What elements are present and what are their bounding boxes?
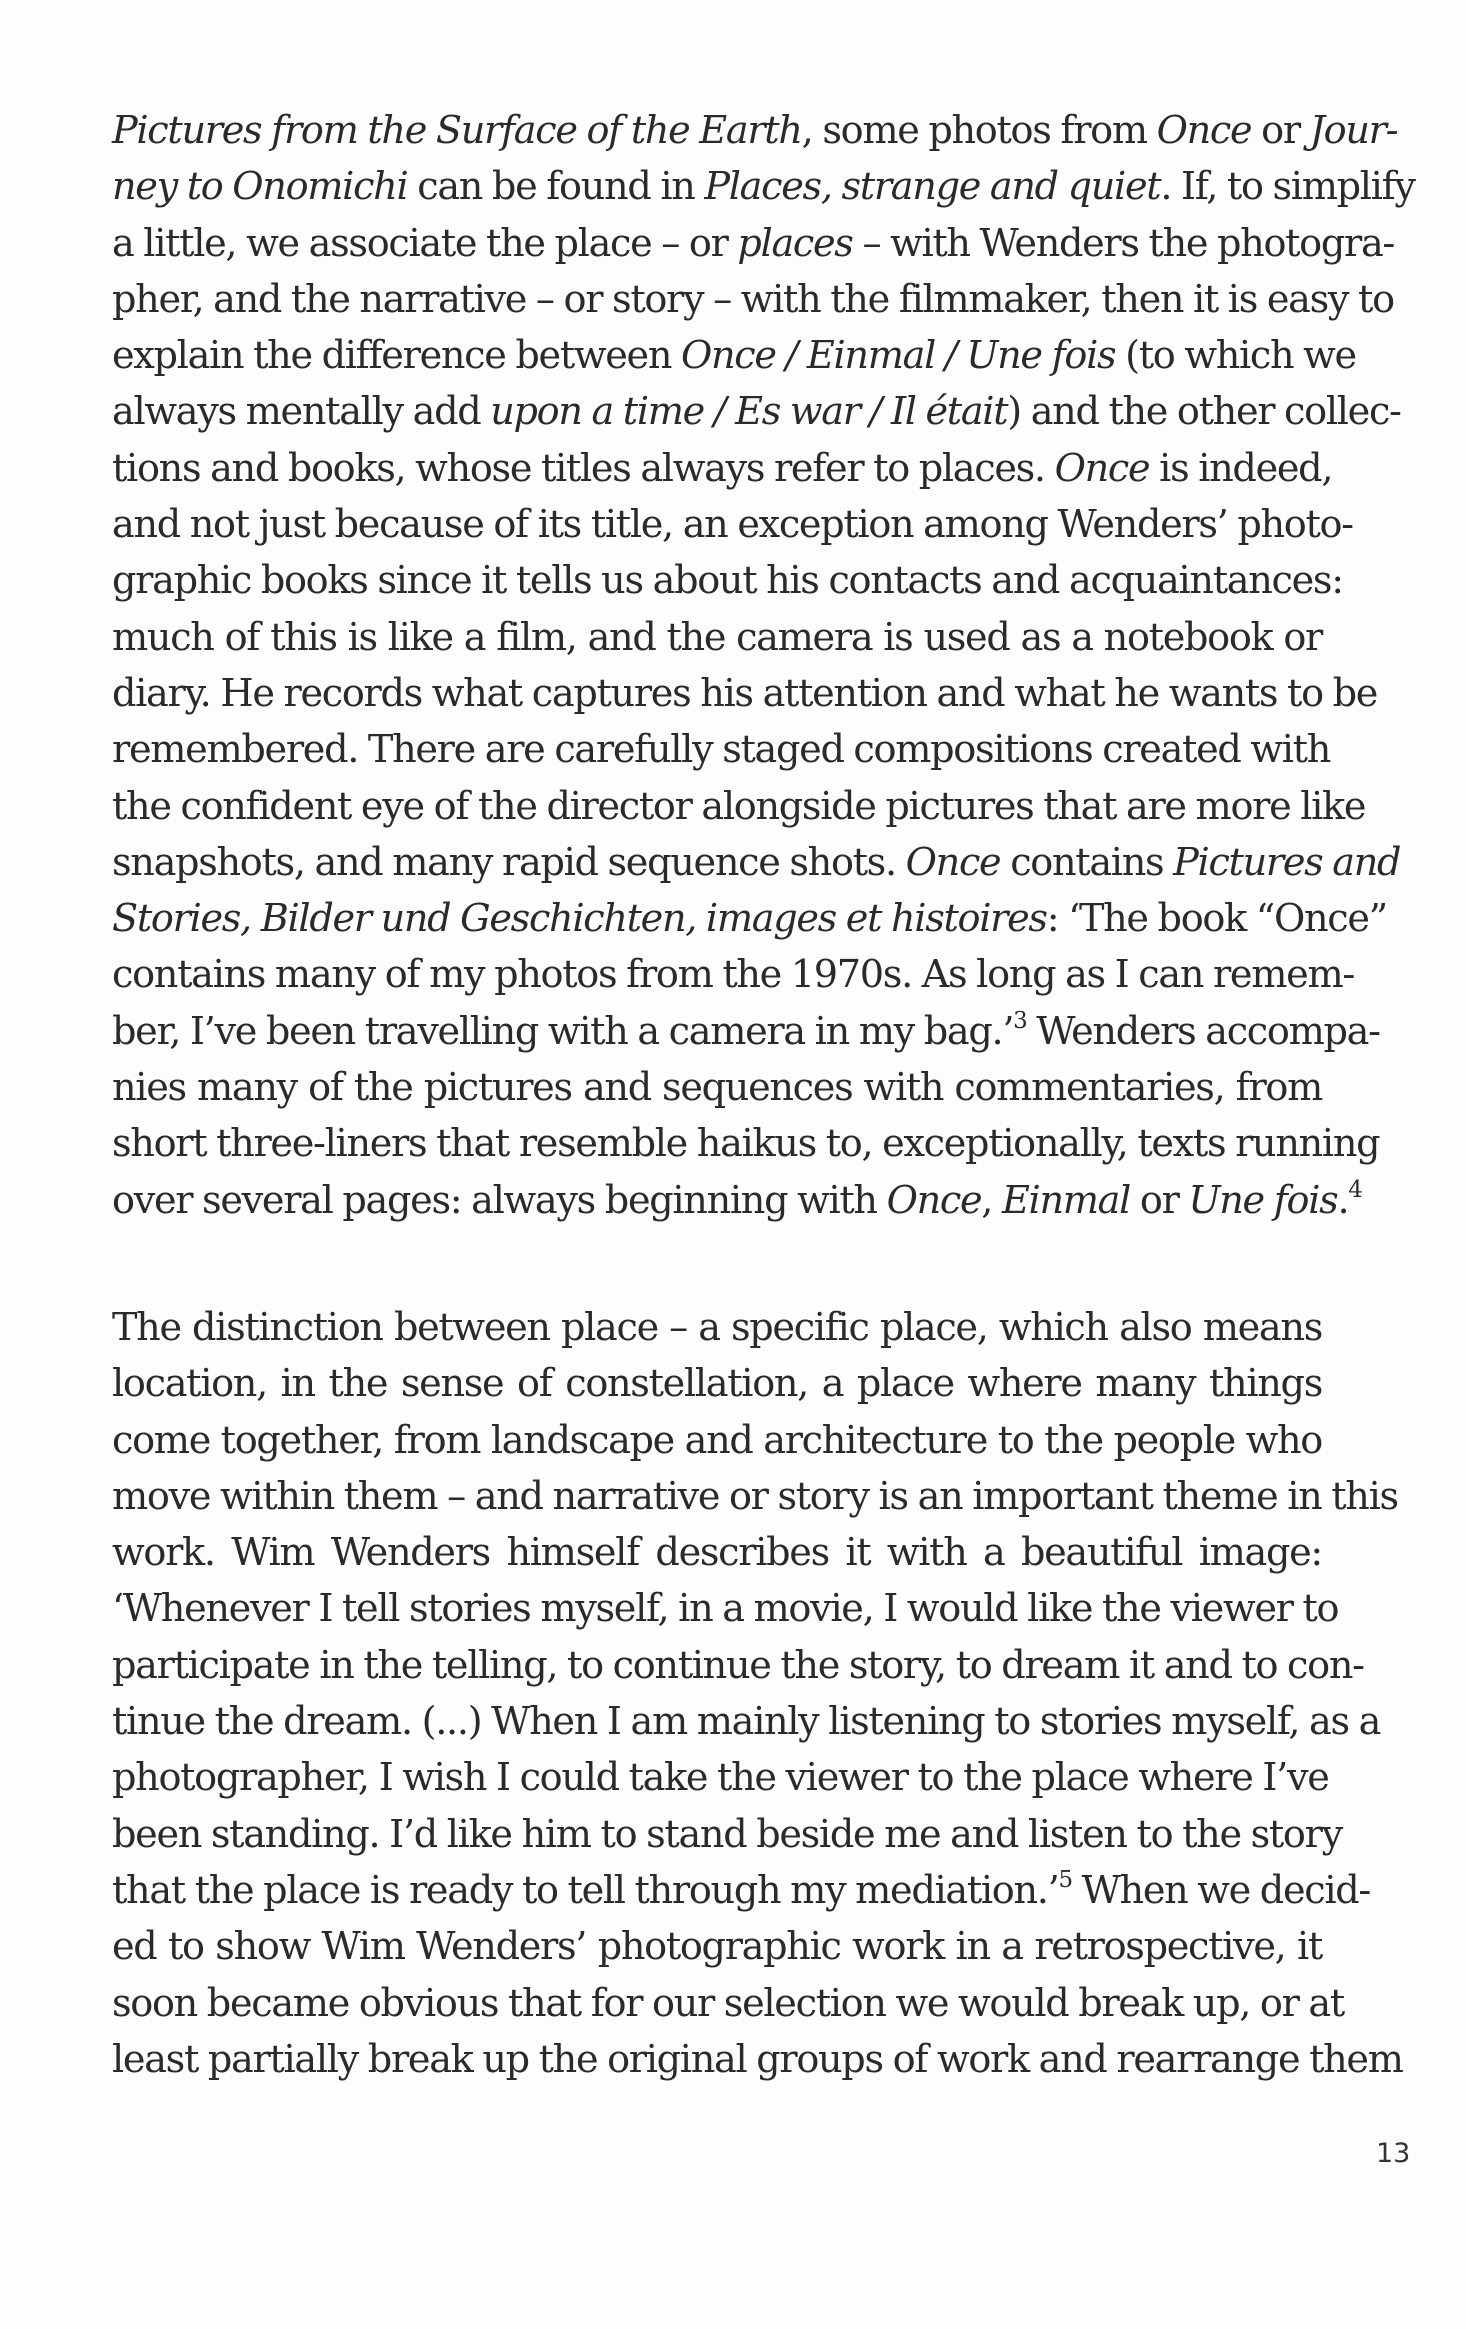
text-run: come together, from landscape and architecture to the people who (112, 1418, 1322, 1463)
text-run: work. Wim Wenders himself describes it with a beautiful image: (112, 1531, 1322, 1576)
text-run: explain the difference between (112, 334, 681, 379)
italic-text: places (737, 221, 853, 266)
text-run: ed to show Wim Wenders’ photographic work in a retrospective, it (112, 1925, 1322, 1970)
text-run: . If, to simplify (1160, 165, 1415, 210)
italic-text: ney to Onomichi (112, 165, 408, 210)
text-line (112, 1863, 1370, 1919)
text-line (112, 1356, 1322, 1412)
paragraph-1 (112, 103, 1415, 1229)
text-run: Wenders accompa- (1026, 1009, 1380, 1054)
text-line (112, 1469, 1398, 1525)
text-run: , (981, 1178, 1002, 1223)
italic-text: upon a time / Es war / Il était (490, 390, 1008, 435)
text-run: remembered. There are carefully staged compositions created with (112, 728, 1331, 773)
text-run: least partially break up the original groups of work and rearrange them (112, 2037, 1403, 2082)
text-line (112, 1525, 1322, 1581)
text-run: can be found in (407, 165, 705, 210)
text-run: contains (1000, 840, 1174, 885)
text-line (112, 216, 1395, 272)
text-line (112, 947, 1354, 1003)
page-number: 13 (1376, 2138, 1411, 2169)
text-line (112, 722, 1331, 778)
text-line (112, 159, 1415, 215)
text-run: move within them – and narrative or story is an important theme in this (112, 1474, 1398, 1519)
text-line (112, 1004, 1380, 1060)
text-run: nies many of the pictures and sequences with commentaries, from (112, 1066, 1322, 1111)
text-run: When we decid- (1071, 1868, 1370, 1913)
text-line (112, 497, 1353, 553)
text-line (112, 835, 1401, 891)
text-line (112, 328, 1356, 384)
text-run: location, in the sense of constellation, a place where many things (112, 1362, 1322, 1407)
text-run: (to which we (1115, 334, 1356, 379)
text-run: – with Wenders the photogra- (852, 221, 1395, 266)
text-line (112, 891, 1387, 947)
italic-text: Pictures from the Surface of the Earth (112, 109, 802, 153)
text-run: tions and books, whose titles always refer to places. (112, 446, 1055, 491)
text-run: and not just because of its title, an exception among Wenders’ photo- (112, 503, 1353, 548)
text-run: or (1130, 1178, 1189, 1223)
text-line (112, 666, 1378, 722)
text-line (112, 1060, 1322, 1116)
text-run: ) and the other collec- (1007, 390, 1401, 435)
text-run: : ‘The book “Once” (1046, 897, 1387, 942)
text-run: The distinction between place – a specific place, which also means (112, 1306, 1322, 1350)
text-run: is indeed, (1149, 446, 1333, 491)
text-run: the confident eye of the director alongside pictures that are more like (112, 784, 1366, 829)
footnote-ref: 3 (1013, 1007, 1027, 1034)
text-line (112, 1807, 1342, 1863)
text-run: soon became obvious that for our selection we would break up, or at (112, 1981, 1344, 2026)
text-line (112, 384, 1401, 440)
text-line (112, 1976, 1344, 2032)
text-line (112, 779, 1366, 835)
text-run: or (1251, 109, 1310, 153)
italic-text: Once (905, 840, 1001, 885)
text-line (112, 103, 1398, 159)
footnote-ref: 5 (1058, 1866, 1072, 1893)
italic-text: Once (886, 1178, 982, 1223)
text-run: photographer, I wish I could take the viewer to the place where I’ve (112, 1756, 1329, 1801)
footnote-ref: 4 (1348, 1176, 1362, 1203)
text-line (112, 1581, 1339, 1637)
text-run: much of this is like a film, and the camera is used as a notebook or (112, 615, 1322, 660)
text-run: short three-liners that resemble haikus to, exceptionally, texts running (112, 1122, 1380, 1167)
text-run: tinue the dream. (...) When I am mainly listening to stories myself, as a (112, 1700, 1381, 1745)
text-line (112, 1300, 1322, 1356)
text-run: participate in the telling, to continue the story, to dream it and to con- (112, 1643, 1364, 1688)
italic-text: Stories, Bilder und Geschichten, images et histoires (112, 897, 1047, 942)
italic-text: Pictures and (1173, 840, 1401, 885)
text-line (112, 1750, 1329, 1806)
text-run: over several pages: always beginning with (112, 1178, 887, 1223)
text-run: snapshots, and many rapid sequence shots. (112, 840, 906, 885)
text-run: pher, and the narrative – or story – with the filmmaker, then it is easy to (112, 277, 1394, 322)
italic-text: Jour- (1309, 109, 1398, 153)
text-run: a little, we associate the place – or (112, 221, 738, 266)
text-run: contains many of my photos from the 1970s. As long as I can remem- (112, 953, 1354, 998)
text-line (112, 272, 1394, 328)
paragraph-2 (112, 1300, 1403, 2088)
text-line (112, 1116, 1380, 1172)
text-line (112, 1638, 1364, 1694)
text-line (112, 610, 1322, 666)
text-run: that the place is ready to tell through my mediation.’ (112, 1868, 1059, 1913)
text-run: ‘Whenever I tell stories myself, in a movie, I would like the viewer to (112, 1587, 1339, 1632)
italic-text: Once (1156, 109, 1252, 153)
italic-text: Einmal (1001, 1178, 1131, 1223)
text-line (112, 1173, 1362, 1229)
text-line (112, 441, 1333, 497)
italic-text: Once (1054, 446, 1150, 491)
text-line (112, 1694, 1381, 1750)
text-run: always mentally add (112, 390, 491, 435)
italic-text: Une fois (1188, 1178, 1338, 1223)
text-line (112, 1413, 1322, 1469)
text-line (112, 553, 1343, 609)
text-run: , some photos from (801, 109, 1157, 153)
text-run: been standing. I’d like him to stand beside me and listen to the story (112, 1812, 1342, 1857)
text-run: diary. He records what captures his attention and what he wants to be (112, 671, 1378, 716)
text-run: . (1337, 1178, 1349, 1223)
text-line (112, 2032, 1403, 2088)
italic-text: Once / Einmal / Une fois (681, 334, 1116, 379)
italic-text: Places, strange and quiet (704, 165, 1161, 210)
text-line (112, 1919, 1322, 1975)
text-run: graphic books since it tells us about his contacts and acquaintances: (112, 559, 1343, 604)
text-run: ber, I’ve been travelling with a camera in my bag.’ (112, 1009, 1014, 1054)
